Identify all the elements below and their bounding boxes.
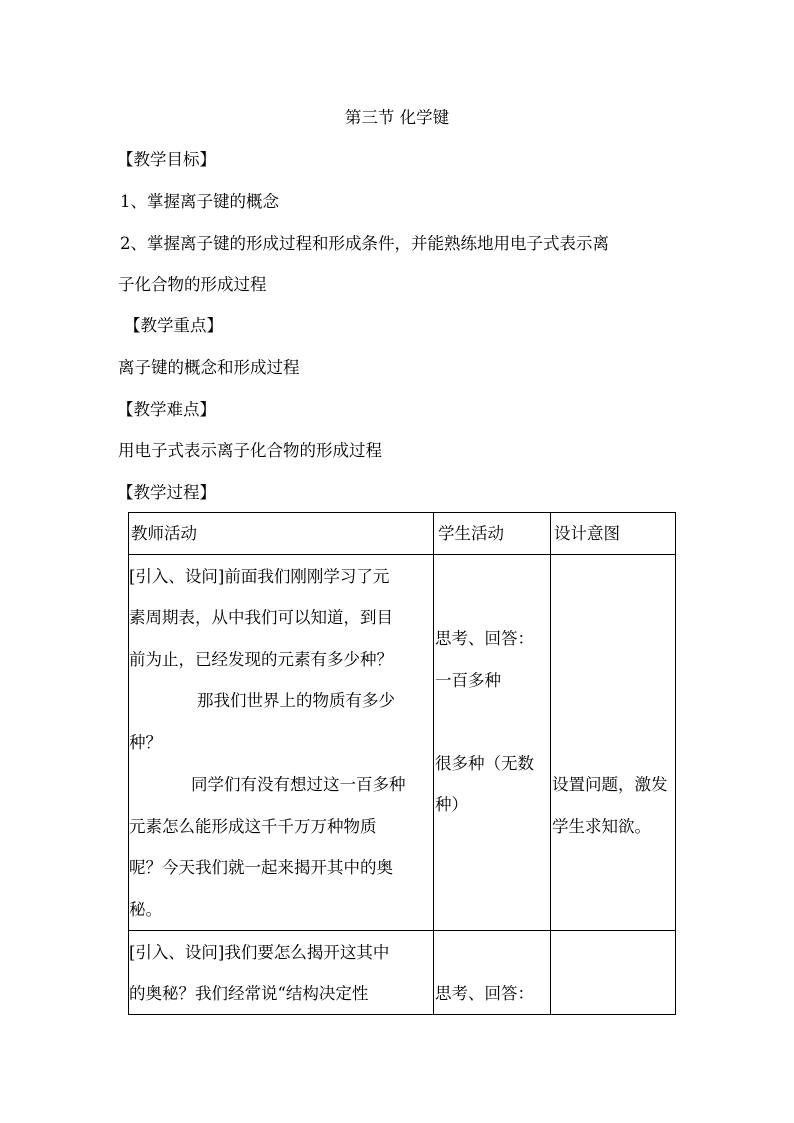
table-row (129, 555, 676, 931)
header-student-activity: 学生活动 (438, 524, 504, 543)
row1-student-line: 一百多种 (435, 671, 501, 690)
row1-teacher-line: 元素怎么能形成这千千万万种物质 (129, 817, 377, 836)
goal-item-2-line-1: 2、掌握离子键的形成过程和形成条件，并能熟练地用电子式表示离 (120, 234, 609, 253)
header-cell-teacher (129, 513, 434, 555)
row1-teacher-line: 种？ (129, 733, 162, 752)
row1-teacher-line: 同学们有没有想过这一百多种 (191, 775, 406, 794)
row1-intent-cell (551, 555, 676, 931)
row2-teacher-cell (129, 931, 434, 1015)
key-points-text: 离子键的概念和形成过程 (118, 358, 300, 377)
row2-student-cell (434, 931, 551, 1015)
row1-teacher-line: 那我们世界上的物质有多少 (197, 691, 395, 710)
header-design-intent: 设计意图 (554, 524, 620, 543)
row2-student-line: 思考、回答： (435, 984, 534, 1003)
row1-teacher-line: 呢？今天我们就一起来揭开其中的奥 (129, 858, 393, 877)
table-row (129, 931, 676, 1015)
row1-intent-line: 设置问题，激发 (552, 775, 668, 794)
header-cell-student (434, 513, 551, 555)
row1-student-line: 很多种（无数 (435, 754, 534, 773)
goal-item-2-line-2: 子化合物的形成过程 (118, 275, 267, 294)
row2-teacher-line: 的奥秘？我们经常说“结构决定性 (129, 984, 369, 1003)
row1-student-line: 思考、回答： (435, 629, 534, 648)
row1-teacher-line: [引入、设问]前面我们刚刚学习了元 (129, 567, 390, 586)
row1-student-cell (434, 555, 551, 931)
heading-teaching-goals: 【教学目标】 (117, 150, 216, 169)
heading-difficulties: 【教学难点】 (117, 400, 216, 419)
row1-student-line: 种） (435, 795, 468, 814)
row1-teacher-line: 素周期表，从中我们可以知道，到目 (129, 608, 393, 627)
row1-intent-line: 学生求知欲。 (552, 817, 651, 836)
row2-intent-cell (551, 931, 676, 1015)
row1-teacher-line: 秘。 (129, 900, 162, 919)
teaching-process-table (128, 512, 676, 1015)
header-teacher-activity: 教师活动 (131, 524, 197, 543)
document-title: 第三节 化学键 (344, 108, 450, 127)
row1-teacher-line: 前为止，已经发现的元素有多少种？ (129, 650, 393, 669)
row2-teacher-line: [引入、设问]我们要怎么揭开这其中 (129, 943, 390, 962)
row1-teacher-cell (129, 555, 434, 931)
goal-item-1: 1、掌握离子键的概念 (120, 192, 279, 211)
table-header-row (129, 513, 676, 555)
heading-teaching-process: 【教学过程】 (117, 483, 216, 502)
header-cell-intent (551, 513, 676, 555)
heading-key-points: 【教学重点】 (124, 316, 223, 335)
difficulties-text: 用电子式表示离子化合物的形成过程 (118, 441, 382, 460)
